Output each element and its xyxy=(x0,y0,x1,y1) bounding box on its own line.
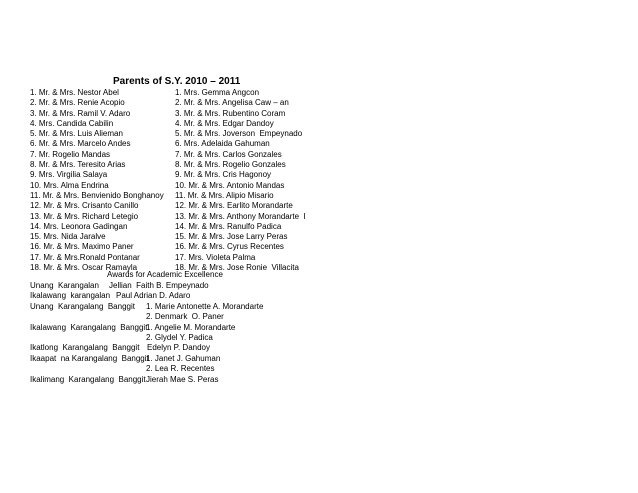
award-row xyxy=(30,374,219,385)
list-item: 2. Mr. & Mrs. Renie Acopio xyxy=(30,98,125,108)
list-item: 5. Mr. & Mrs. Luis Alieman xyxy=(30,129,123,139)
award-row xyxy=(30,281,209,291)
list-item: 10. Mrs. Alma Endrina xyxy=(30,180,109,190)
list-item: 13. Mr. & Mrs. Richard Letegio xyxy=(30,211,139,221)
award-category: Ikatlong Karangalang Banggit xyxy=(30,343,140,353)
list-item: 2. Mr. & Mrs. Angelisa Caw – an xyxy=(175,98,289,108)
list-item: 7. Mr. & Mrs. Carlos Gonzales xyxy=(175,149,282,159)
award-row xyxy=(30,364,215,374)
award-recipient: 1. Angelie M. Morandarte xyxy=(146,322,236,332)
list-item: 17. Mrs. Violeta Palma xyxy=(175,252,256,262)
list-item: 16. Mr. & Mrs. Cyrus Recentes xyxy=(175,242,284,252)
list-item: 8. Mr. & Mrs. Rogelio Gonzales xyxy=(175,160,286,170)
award-recipient: Edelyn P. Dandoy xyxy=(147,343,211,353)
list-item: 9. Mrs. Virgilia Salaya xyxy=(30,170,108,180)
list-item: 18. Mr. & Mrs. Oscar Ramayla xyxy=(30,263,138,273)
list-item: 6. Mr. & Mrs. Marcelo Andes xyxy=(30,139,131,149)
list-item: 11. Mr. & Mrs. Benvienido Bonghanoy xyxy=(30,190,164,200)
awards-list xyxy=(30,281,264,385)
award-recipient: 2. Glydel Y. Padica xyxy=(146,332,213,342)
list-item: 14. Mrs. Leonora Gadingan xyxy=(30,221,128,231)
award-row xyxy=(30,322,236,333)
list-item: 11. Mr. & Mrs. Alipio Misario xyxy=(175,190,274,200)
list-item: 16. Mr. & Mrs. Maximo Paner xyxy=(30,242,134,252)
awards-heading: Awards for Academic Excellence xyxy=(107,270,223,279)
award-row xyxy=(30,332,213,343)
award-category: Ikalawang karangalan xyxy=(30,291,111,301)
award-recipient: 1. Janet J. Gahuman xyxy=(146,353,221,363)
award-category: Unang Karangalang Banggit xyxy=(30,301,135,311)
list-item: 13. Mr. & Mrs. Anthony Morandarte I xyxy=(175,211,306,221)
list-item: 12. Mr. & Mrs. Crisanto Canillo xyxy=(30,201,139,211)
award-recipient: 1. Marie Antonette A. Morandarte xyxy=(146,301,264,311)
parents-list-left xyxy=(30,88,164,273)
list-item: 3. Mr. & Mrs. Ramil V. Adaro xyxy=(30,108,131,118)
list-item: 18. Mr. & Mrs. Jose Ronie Villacita xyxy=(175,263,299,273)
list-item: 4. Mr. & Mrs. Edgar Dandoy xyxy=(175,118,274,128)
list-item: 15. Mrs. Nida Jaralve xyxy=(30,232,106,242)
list-item: 1. Mr. & Mrs. Nestor Abel xyxy=(30,88,119,97)
list-item: 10. Mr. & Mrs. Antonio Mandas xyxy=(175,180,285,190)
list-item: 8. Mr. & Mrs. Teresito Arias xyxy=(30,160,126,170)
award-row xyxy=(30,312,224,322)
award-category: Ikalimang Karangalang Banggit xyxy=(30,374,146,384)
list-item: 4. Mrs. Candida Cabilin xyxy=(30,118,114,128)
award-row xyxy=(30,291,191,301)
award-category: Ikalawang Karangalang Banggit xyxy=(30,322,148,332)
list-item: 15. Mr. & Mrs. Jose Larry Peras xyxy=(175,232,288,242)
award-category: Unang Karangalan xyxy=(30,281,99,290)
award-row xyxy=(30,353,221,364)
page-title: Parents of S.Y. 2010 – 2011 xyxy=(113,76,241,87)
list-item: 6. Mrs. Adelaida Gahuman xyxy=(175,139,270,149)
list-item: 5. Mr. & Mrs. Joverson Empeynado xyxy=(175,129,303,139)
award-recipient: Paul Adrian D. Adaro xyxy=(116,291,191,301)
award-recipient: 2. Lea R. Recentes xyxy=(146,364,215,374)
award-row xyxy=(30,343,211,353)
list-item: 14. Mr. & Mrs. Ranulfo Padica xyxy=(175,221,282,231)
award-recipient: Jierah Mae S. Peras xyxy=(146,374,219,384)
list-item: 1. Mrs. Gemma Angcon xyxy=(175,88,260,97)
list-item: 3. Mr. & Mrs. Rubentino Coram xyxy=(175,108,286,118)
parents-list-right xyxy=(175,88,306,273)
award-recipient: 2. Denmark O. Paner xyxy=(146,312,224,322)
award-row xyxy=(30,301,264,312)
award-category: Ikaapat na Karangalang Banggit xyxy=(30,353,149,363)
list-item: 7. Mr. Rogelio Mandas xyxy=(30,149,111,159)
list-item: 9. Mr. & Mrs. Cris Hagonoy xyxy=(175,170,272,180)
list-item: 12. Mr. & Mrs. Earlito Morandarte xyxy=(175,201,293,211)
list-item: 17. Mr. & Mrs.Ronald Pontanar xyxy=(30,252,140,262)
award-recipient: Jellian Faith B. Empeynado xyxy=(109,281,209,290)
